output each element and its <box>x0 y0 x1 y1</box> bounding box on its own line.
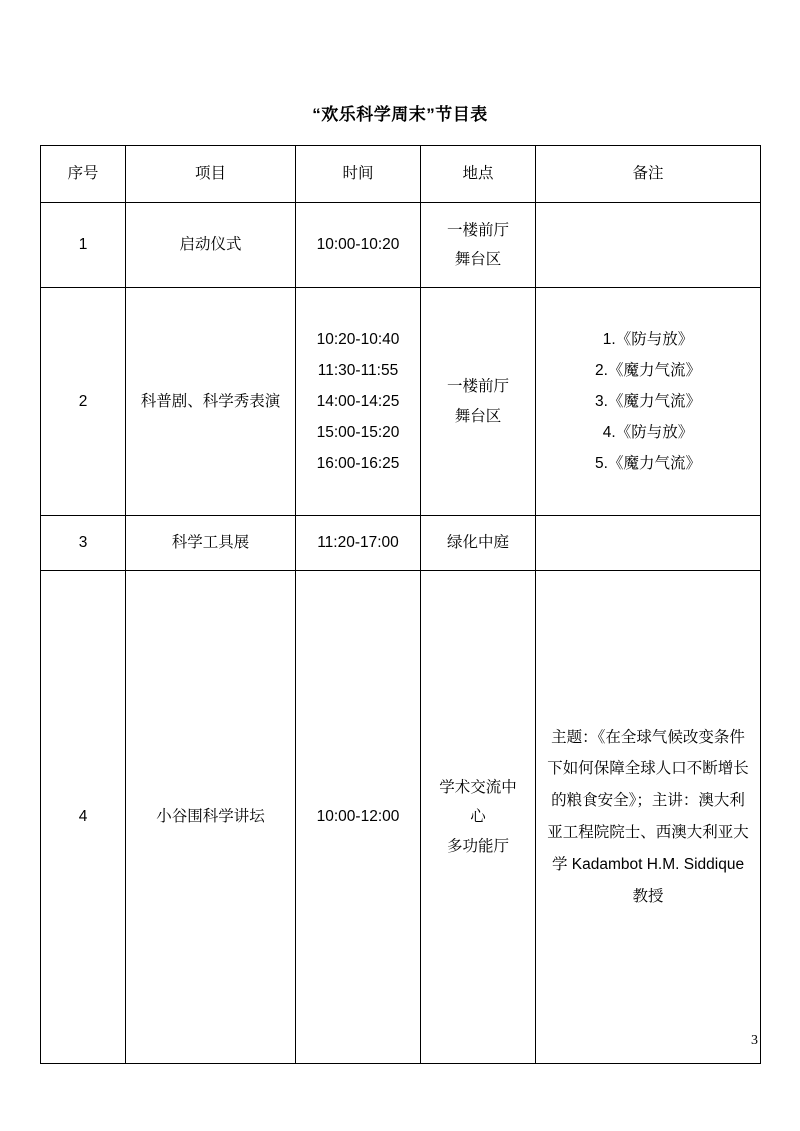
cell-item: 科学工具展 <box>126 516 296 571</box>
cell-place <box>421 203 536 288</box>
note-line: 5.《魔力气流》 <box>595 455 701 472</box>
note-paragraph: 主题：《在全球气候改变条件下如何保障全球人口不断增长的粮食安全》；主讲：澳大利亚工程院院士、西澳大利亚大学 Kadambot H.M. Siddique 教授 <box>547 728 749 905</box>
note-line: 2.《魔力气流》 <box>595 362 701 379</box>
cell-time: 10:00-10:20 <box>296 203 421 288</box>
table-row <box>41 571 761 1064</box>
cell-no: 1 <box>41 203 126 288</box>
place-line: 心 <box>470 808 486 826</box>
column-header-note: 备注 <box>536 146 761 203</box>
cell-note <box>536 516 761 571</box>
time-line: 15:00-15:20 <box>316 424 400 441</box>
place-line: 舞台区 <box>454 251 502 268</box>
cell-note <box>536 203 761 288</box>
cell-time: 10:00-12:00 <box>296 571 421 1064</box>
time-line: 16:00-16:25 <box>316 455 400 472</box>
schedule-table <box>40 145 761 1064</box>
table-row <box>41 516 761 571</box>
table-row <box>41 288 761 516</box>
cell-item: 小谷围科学讲坛 <box>126 571 296 1064</box>
cell-note <box>536 288 761 516</box>
table-header-row <box>41 146 761 203</box>
cell-note <box>536 571 761 1064</box>
cell-no: 3 <box>41 516 126 571</box>
time-line: 10:20-10:40 <box>316 331 400 348</box>
note-line: 3.《魔力气流》 <box>595 393 701 410</box>
cell-time <box>296 288 421 516</box>
place-line: 一楼前厅 <box>446 378 509 396</box>
cell-time: 11:20-17:00 <box>296 516 421 571</box>
cell-no: 2 <box>41 288 126 516</box>
cell-no: 4 <box>41 571 126 1064</box>
table-row <box>41 203 761 288</box>
place-line: 学术交流中 <box>439 778 517 796</box>
page-title: “欢乐科学周末”节目表 <box>312 105 488 124</box>
column-header-item: 项目 <box>126 146 296 203</box>
cell-place <box>421 288 536 516</box>
column-header-place: 地点 <box>421 146 536 203</box>
place-line: 多功能厅 <box>446 837 509 855</box>
place-line: 舞台区 <box>454 407 502 425</box>
column-header-time: 时间 <box>296 146 421 203</box>
page-number: 3 <box>751 1033 758 1048</box>
cell-place <box>421 571 536 1064</box>
time-line: 14:00-14:25 <box>316 393 400 410</box>
note-line: 1.《防与放》 <box>602 331 694 348</box>
time-line: 11:30-11:55 <box>317 362 399 379</box>
cell-place: 绿化中庭 <box>421 516 536 571</box>
note-line: 4.《防与放》 <box>602 424 694 441</box>
cell-item: 科普剧、科学秀表演 <box>126 288 296 516</box>
cell-item: 启动仪式 <box>126 203 296 288</box>
place-line: 一楼前厅 <box>446 221 509 239</box>
column-header-no: 序号 <box>41 146 126 203</box>
